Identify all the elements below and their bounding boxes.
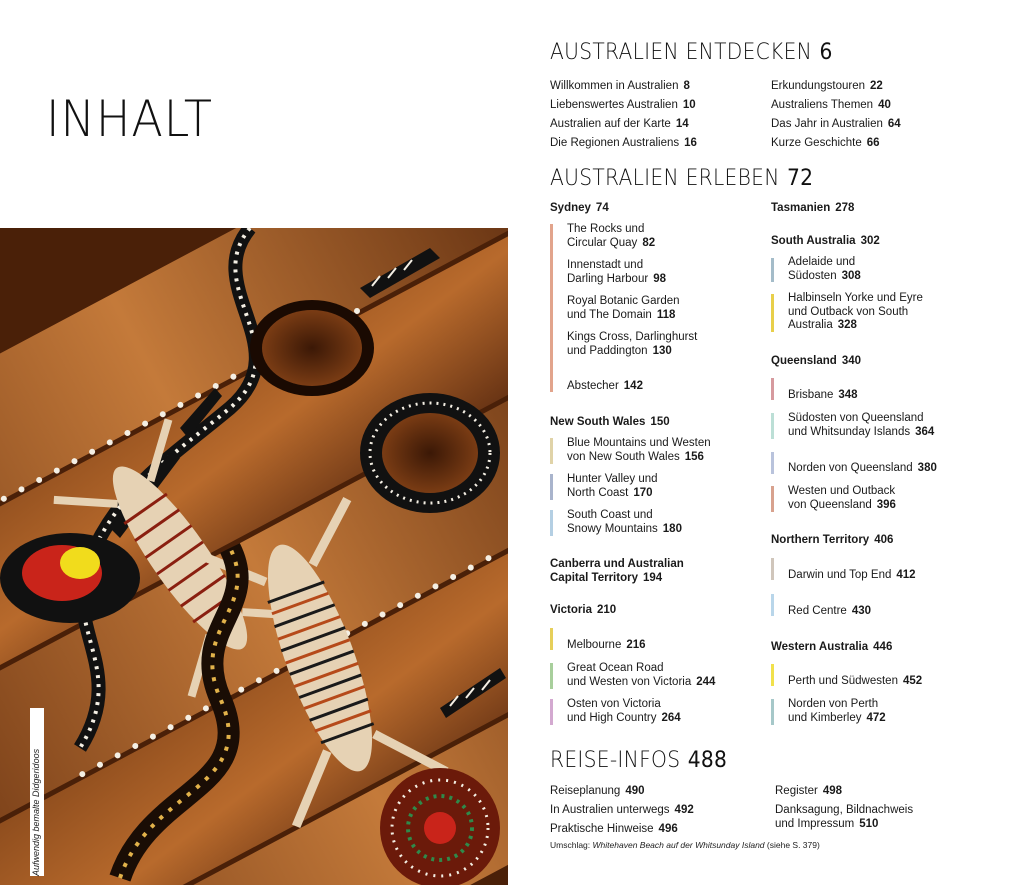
toc-sub-entry[interactable]: Halbinseln Yorke und Eyre und Outback von South Australia 328 bbox=[788, 292, 923, 331]
color-bar-sydney bbox=[550, 224, 553, 392]
toc-entry[interactable]: Reiseplanung 490 bbox=[550, 785, 645, 797]
toc-entry[interactable]: Danksagung, Bildnachweis und Impressum 510 bbox=[775, 804, 914, 830]
region-south-australia[interactable]: South Australia 302 bbox=[771, 235, 880, 247]
toc-sub-entry[interactable]: The Rocks und Circular Quay 82 bbox=[567, 223, 656, 249]
region-nsw[interactable]: New South Wales 150 bbox=[550, 416, 670, 428]
color-bar bbox=[550, 510, 553, 536]
didgeridoo-photo bbox=[0, 228, 508, 885]
toc-sub-entry[interactable]: Norden von Queensland 380 bbox=[788, 462, 937, 474]
toc-sub-entry[interactable]: Brisbane 348 bbox=[788, 389, 858, 401]
toc-sub-entry[interactable]: South Coast und Snowy Mountains 180 bbox=[567, 509, 682, 535]
region-northern-territory[interactable]: Northern Territory 406 bbox=[771, 534, 894, 546]
toc-sub-entry[interactable]: Red Centre 430 bbox=[788, 605, 871, 617]
color-bar bbox=[771, 413, 774, 439]
color-bar bbox=[771, 486, 774, 512]
toc-entry[interactable]: Register 498 bbox=[775, 785, 843, 797]
color-bar bbox=[771, 294, 774, 332]
photo-caption: Aufwendig bemalte Didgeridoos bbox=[30, 708, 44, 876]
toc-sub-entry[interactable]: Melbourne 216 bbox=[567, 639, 646, 651]
region-canberra[interactable]: Canberra und Australian Capital Territory 194 bbox=[550, 558, 684, 584]
color-bar bbox=[550, 474, 553, 500]
color-bar bbox=[771, 594, 774, 616]
color-bar bbox=[550, 628, 553, 650]
toc-sub-entry[interactable]: Darwin und Top End 412 bbox=[788, 569, 916, 581]
toc-sub-entry[interactable]: Royal Botanic Garden und The Domain 118 bbox=[567, 295, 680, 321]
color-bar bbox=[771, 664, 774, 686]
toc-entry[interactable]: Erkundungstouren 22 bbox=[771, 80, 883, 92]
toc-sub-entry[interactable]: Kings Cross, Darlinghurst und Paddington 130 bbox=[567, 331, 698, 357]
toc-sub-entry[interactable]: Perth und Südwesten 452 bbox=[788, 675, 923, 687]
page-title: INHALT bbox=[46, 90, 213, 148]
toc-entry[interactable]: Australien auf der Karte 14 bbox=[550, 118, 689, 130]
color-bar bbox=[771, 699, 774, 725]
toc-sub-entry[interactable]: Norden von Perth und Kimberley 472 bbox=[788, 698, 886, 724]
toc-entry[interactable]: Die Regionen Australiens 16 bbox=[550, 137, 697, 149]
section-heading-reise-infos[interactable]: REISE-INFOS 488 bbox=[550, 748, 728, 773]
toc-sub-entry[interactable]: Innenstadt und Darling Harbour 98 bbox=[567, 259, 666, 285]
toc-sub-entry[interactable]: Hunter Valley und North Coast 170 bbox=[567, 473, 658, 499]
region-western-australia[interactable]: Western Australia 446 bbox=[771, 641, 893, 653]
region-queensland[interactable]: Queensland 340 bbox=[771, 355, 862, 367]
region-sydney[interactable]: Sydney 74 bbox=[550, 202, 609, 214]
region-tasmanien[interactable]: Tasmanien 278 bbox=[771, 202, 855, 214]
color-bar bbox=[771, 378, 774, 400]
toc-entry[interactable]: Praktische Hinweise 496 bbox=[550, 823, 678, 835]
toc-entry[interactable]: Willkommen in Australien 8 bbox=[550, 80, 690, 92]
toc-sub-entry[interactable]: Südosten von Queensland und Whitsunday Islands 364 bbox=[788, 412, 935, 438]
color-bar bbox=[771, 558, 774, 580]
cover-note: Umschlag: Whitehaven Beach auf der Whitsunday Island (siehe S. 379) bbox=[550, 840, 820, 850]
toc-sub-entry[interactable]: Adelaide und Südosten 308 bbox=[788, 256, 861, 282]
color-bar bbox=[550, 663, 553, 689]
color-bar bbox=[550, 699, 553, 725]
toc-sub-entry[interactable]: Abstecher 142 bbox=[567, 380, 643, 392]
toc-entry[interactable]: Kurze Geschichte 66 bbox=[771, 137, 880, 149]
toc-sub-entry[interactable]: Blue Mountains und Westen von New South Wales 156 bbox=[567, 437, 711, 463]
color-bar bbox=[771, 452, 774, 474]
toc-entry[interactable]: Das Jahr in Australien 64 bbox=[771, 118, 901, 130]
toc-entry[interactable]: In Australien unterwegs 492 bbox=[550, 804, 694, 816]
toc-entry[interactable]: Australiens Themen 40 bbox=[771, 99, 891, 111]
color-bar bbox=[550, 438, 553, 464]
toc-sub-entry[interactable]: Great Ocean Road und Westen von Victoria 244 bbox=[567, 662, 716, 688]
section-heading-erleben[interactable]: AUSTRALIEN ERLEBEN 72 bbox=[550, 166, 814, 191]
toc-sub-entry[interactable]: Westen und Outback von Queensland 396 bbox=[788, 485, 896, 511]
section-heading-entdecken[interactable]: AUSTRALIEN ENTDECKEN 6 bbox=[550, 40, 833, 65]
region-victoria[interactable]: Victoria 210 bbox=[550, 604, 617, 616]
color-bar bbox=[771, 258, 774, 282]
toc-entry[interactable]: Liebenswertes Australien 10 bbox=[550, 99, 696, 111]
toc-sub-entry[interactable]: Osten von Victoria und High Country 264 bbox=[567, 698, 681, 724]
